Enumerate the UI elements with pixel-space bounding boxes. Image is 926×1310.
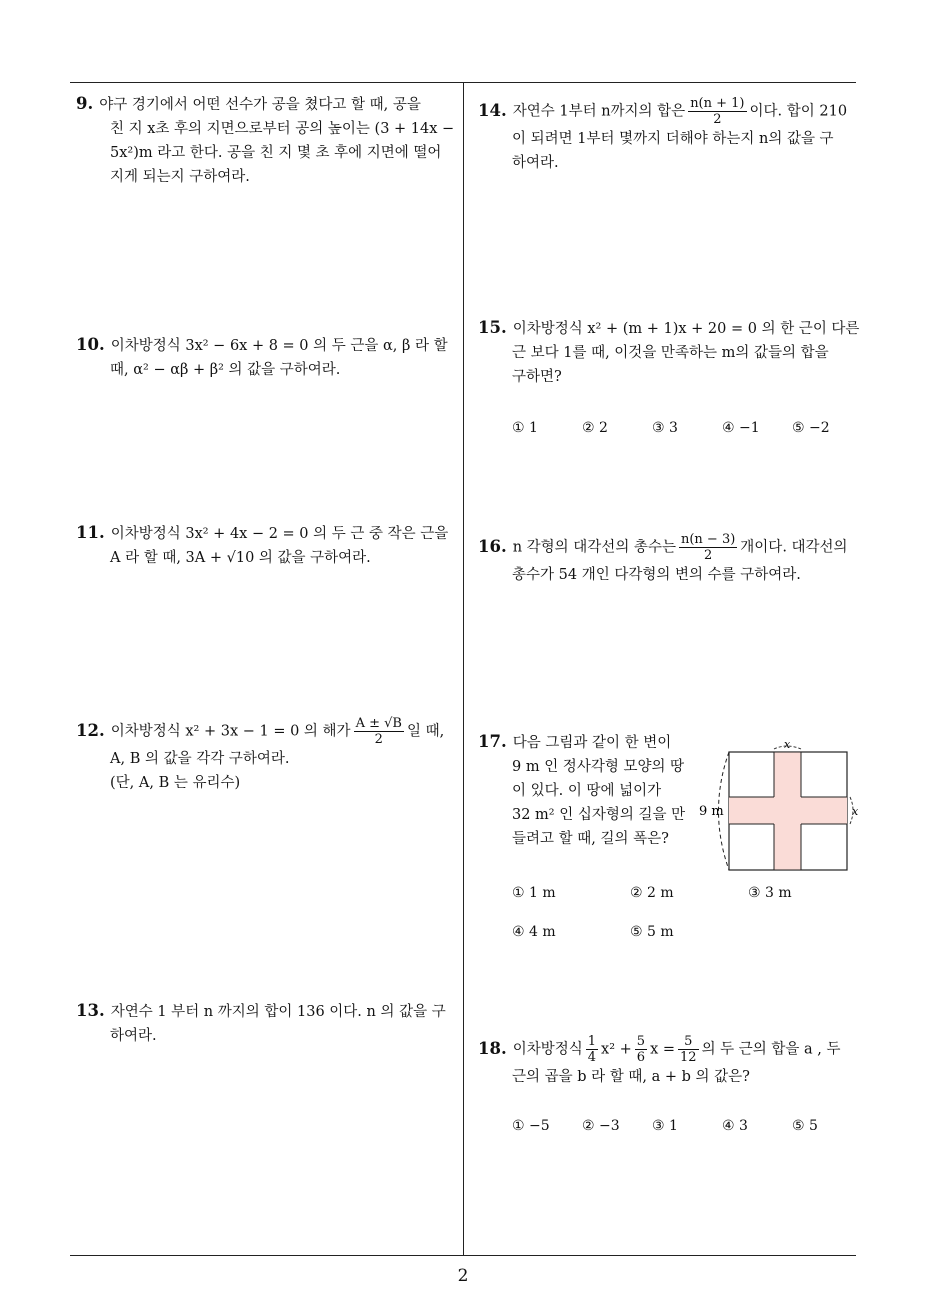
option-5[interactable]: ⑤ 5 m bbox=[630, 924, 674, 940]
problem-number: 18. bbox=[478, 1038, 507, 1058]
option-2[interactable]: ② 2 m bbox=[630, 885, 674, 901]
math-term: x² + bbox=[601, 1041, 632, 1058]
problem-15 bbox=[478, 316, 858, 389]
fraction-denominator: 2 bbox=[703, 548, 713, 563]
fraction-denominator: 12 bbox=[680, 1050, 697, 1065]
problem-text: 총수가 54 개인 다각형의 변의 수를 구하여라. bbox=[512, 567, 801, 583]
problem-text: 들려고 할 때, 길의 폭은? bbox=[512, 831, 669, 847]
option-1[interactable]: ① −5 bbox=[512, 1118, 550, 1134]
problem-13 bbox=[76, 999, 456, 1048]
problem-text: 개이다. 대각선의 bbox=[740, 539, 848, 556]
fraction bbox=[678, 1034, 699, 1065]
problem-text: 의 두 근의 합을 a , 두 bbox=[701, 1041, 841, 1058]
problem-text: 자연수 1 부터 n 까지의 합이 136 이다. n 의 값을 구 bbox=[110, 1004, 446, 1020]
cross-road-figure bbox=[694, 735, 864, 875]
fraction-numerator: 1 bbox=[587, 1034, 597, 1049]
fraction-denominator: 2 bbox=[374, 732, 383, 747]
problem-text: 이 되려면 1부터 몇까지 더해야 하는지 n의 값을 구 bbox=[512, 131, 834, 147]
problem-text: 지게 되는지 구하여라. bbox=[110, 169, 250, 185]
option-3[interactable]: ③ 3 m bbox=[748, 885, 792, 901]
problem-text: 32 m² 인 십자형의 길을 만 bbox=[512, 807, 686, 823]
problem-text: 다음 그림과 같이 한 변이 bbox=[512, 735, 672, 751]
problem-text: A 라 할 때, 3A + √10 의 값을 구하여라. bbox=[110, 550, 371, 566]
option-1[interactable]: ① 1 bbox=[512, 420, 538, 436]
problem-number: 14. bbox=[478, 100, 507, 120]
option-2[interactable]: ② −3 bbox=[582, 1118, 620, 1134]
problem-text: 이다. 합이 210 bbox=[749, 103, 848, 120]
problem-number: 13. bbox=[76, 1001, 105, 1020]
problem-text: 5x²)m 라고 한다. 공을 친 지 몇 초 후에 지면에 떨어 bbox=[110, 145, 442, 161]
problem-text: A, B 의 값을 각각 구하여라. bbox=[110, 751, 290, 767]
option-3[interactable]: ③ 3 bbox=[652, 420, 678, 436]
problem-number: 10. bbox=[76, 335, 105, 354]
problem-17 bbox=[478, 730, 698, 851]
problem-11 bbox=[76, 521, 456, 570]
option-1[interactable]: ① 1 m bbox=[512, 885, 556, 901]
fraction-numerator: A ± √B bbox=[355, 716, 402, 731]
problem-text: n 각형의 대각선의 총수는 bbox=[512, 539, 676, 556]
option-4[interactable]: ④ −1 bbox=[722, 420, 760, 436]
problem-14 bbox=[478, 96, 858, 175]
top-width-label: x bbox=[784, 738, 791, 751]
problem-text: (단, A, B 는 유리수) bbox=[110, 775, 241, 791]
problem-text: 때, α² − αβ + β² 의 값을 구하여라. bbox=[110, 362, 341, 378]
problem-text: 이차방정식 3x² − 6x + 8 = 0 의 두 근을 α, β 라 할 bbox=[110, 338, 448, 354]
fraction bbox=[688, 96, 746, 127]
problem-number: 12. bbox=[76, 720, 105, 740]
fraction-denominator: 2 bbox=[713, 112, 722, 127]
problem-text: 9 m 인 정사각형 모양의 땅 bbox=[512, 759, 685, 775]
problem-18 bbox=[478, 1034, 868, 1089]
problem-12 bbox=[76, 716, 456, 795]
problem-text: 이차방정식 x² + (m + 1)x + 20 = 0 의 한 근이 다른 bbox=[512, 321, 860, 337]
problem-text: 야구 경기에서 어떤 선수가 공을 쳤다고 할 때, 공을 bbox=[99, 97, 421, 113]
option-2[interactable]: ② 2 bbox=[582, 420, 608, 436]
problem-number: 17. bbox=[478, 732, 507, 751]
problem-text: 이차방정식 x² + 3x − 1 = 0 의 해가 bbox=[110, 723, 351, 740]
side-length-label: 9 m bbox=[699, 804, 724, 819]
fraction-denominator: 4 bbox=[587, 1050, 597, 1065]
problem-text: 이차방정식 bbox=[512, 1041, 583, 1058]
problem-number: 9. bbox=[76, 94, 94, 113]
option-5[interactable]: ⑤ −2 bbox=[792, 420, 830, 436]
problem-10 bbox=[76, 333, 456, 382]
bottom-rule bbox=[70, 1255, 856, 1256]
fraction-numerator: n(n + 1) bbox=[690, 96, 745, 111]
problem-number: 15. bbox=[478, 318, 507, 337]
problem-text: 이 있다. 이 땅에 넓이가 bbox=[512, 783, 662, 799]
fraction bbox=[354, 716, 404, 747]
math-term: x = bbox=[650, 1041, 676, 1058]
cross-road-horizontal bbox=[729, 797, 847, 824]
option-4[interactable]: ④ 3 bbox=[722, 1118, 748, 1134]
problem-text: 친 지 x초 후의 지면으로부터 공의 높이는 (3 + 14x − bbox=[110, 121, 455, 137]
fraction-denominator: 6 bbox=[636, 1050, 646, 1065]
problem-text: 자연수 1부터 n까지의 합은 bbox=[512, 103, 686, 120]
problem-text: 일 때, bbox=[406, 723, 445, 740]
problem-16 bbox=[478, 532, 868, 587]
option-5[interactable]: ⑤ 5 bbox=[792, 1118, 818, 1134]
problem-text: 근의 곱을 b 라 할 때, a + b 의 값은? bbox=[512, 1069, 750, 1085]
fraction bbox=[586, 1034, 598, 1065]
column-divider bbox=[463, 83, 464, 1255]
fraction-numerator: n(n − 3) bbox=[680, 532, 736, 547]
problem-text: 근 보다 1를 때, 이것을 만족하는 m의 값들의 합을 bbox=[512, 345, 829, 361]
fraction bbox=[635, 1034, 647, 1065]
fraction-numerator: 5 bbox=[636, 1034, 646, 1049]
option-3[interactable]: ③ 1 bbox=[652, 1118, 678, 1134]
option-4[interactable]: ④ 4 m bbox=[512, 924, 556, 940]
problem-number: 11. bbox=[76, 523, 105, 542]
problem-text: 이차방정식 3x² + 4x − 2 = 0 의 두 근 중 작은 근을 bbox=[110, 526, 449, 542]
problem-text: 구하면? bbox=[512, 369, 562, 385]
problem-number: 16. bbox=[478, 536, 507, 556]
problem-text: 하여라. bbox=[110, 1028, 157, 1044]
fraction bbox=[679, 532, 737, 563]
problem-9 bbox=[76, 92, 456, 189]
right-width-label: x bbox=[852, 805, 859, 818]
problem-text: 하여라. bbox=[512, 155, 559, 171]
page-number: 2 bbox=[457, 1266, 469, 1286]
fraction-numerator: 5 bbox=[678, 1034, 699, 1050]
